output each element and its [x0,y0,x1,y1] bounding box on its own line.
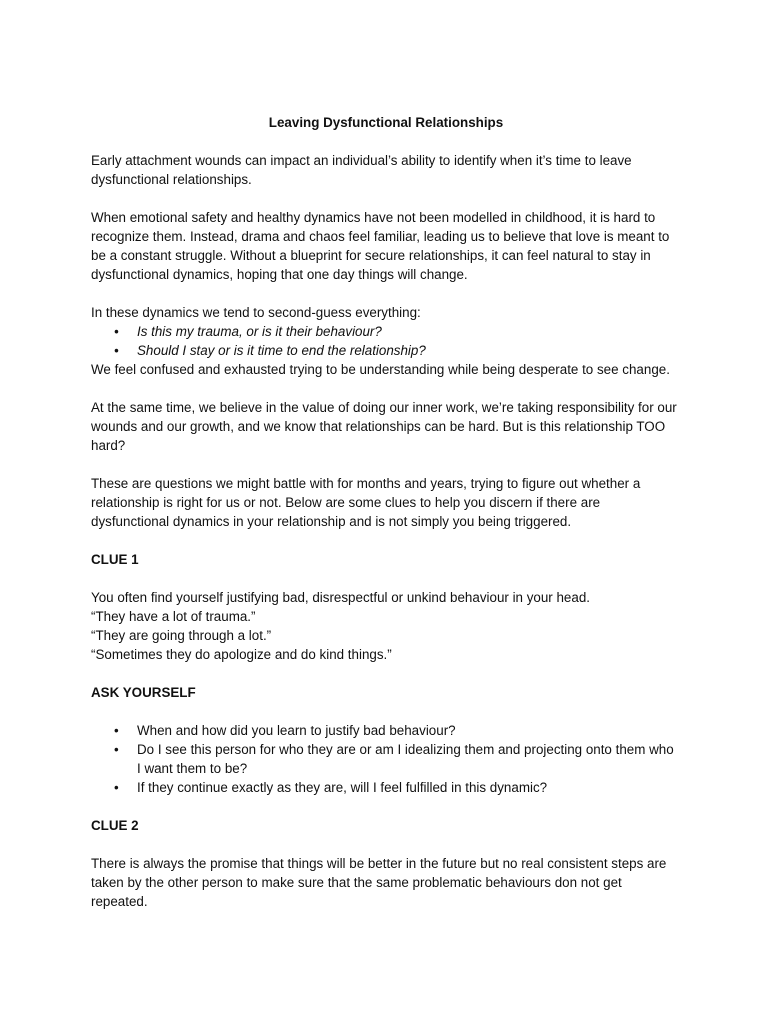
ask-yourself-list [91,721,681,797]
childhood-paragraph: When emotional safety and healthy dynamics have not been modelled in childhood, it is hard to recognize them. Instead, drama and chaos feel familiar, leading us to believe that love is meant to be a constant struggle. Without a blueprint for secure relationships, it can feel natural to stay in dysfunctional dynamics, hoping that one day things will change. [91,210,670,282]
confused-paragraph: We feel confused and exhausted trying to be understanding while being desperate to see change. [91,362,670,377]
clue-1-quote: “They are going through a lot.” [91,628,272,643]
second-guess-paragraph: In these dynamics we tend to second-guess everything: [91,305,421,320]
clue-2-text: There is always the promise that things will be better in the future but no real consistent steps are taken by the other person to make sure that the same problematic behaviours don not get repeated. [91,856,667,909]
inner-work-paragraph: At the same time, we believe in the value of doing our inner work, we’re taking responsibility for our wounds and our growth, and we know that relationships can be hard. But is this relationship TOO hard? [91,400,677,453]
questions-paragraph: These are questions we might battle with for months and years, trying to figure out whether a relationship is right for us or not. Below are some clues to help you discern if there are dysfunctional dynamics in your relationship and is not simply you being triggered. [91,476,641,529]
clue-1-quote: “They have a lot of trauma.” [91,609,256,624]
clue-1-heading: CLUE 1 [91,552,139,567]
list-item: • Do I see this person for who they are or am I idealizing them and projecting onto them who I want them to be? [91,740,681,778]
document-title: Leaving Dysfunctional Relationships [268,115,504,130]
document-page [91,113,681,930]
intro-paragraph: Early attachment wounds can impact an individual’s ability to identify when it’s time to leave dysfunctional relationships. [91,153,632,187]
clue-1-block [91,588,681,664]
clue-1-text: You often find yourself justifying bad, disrespectful or unkind behaviour in your head. [91,590,590,605]
list-item: • Should I stay or is it time to end the relationship? [91,341,681,360]
second-guess-list [91,322,681,360]
ask-yourself-heading: ASK YOURSELF [91,685,196,700]
list-item: • Is this my trauma, or is it their behaviour? [91,322,681,341]
clue-1-quote: “Sometimes they do apologize and do kind things.” [91,647,392,662]
list-item: • When and how did you learn to justify bad behaviour? [91,721,681,740]
list-item: • If they continue exactly as they are, will I feel fulfilled in this dynamic? [91,778,681,797]
clue-2-heading: CLUE 2 [91,818,139,833]
